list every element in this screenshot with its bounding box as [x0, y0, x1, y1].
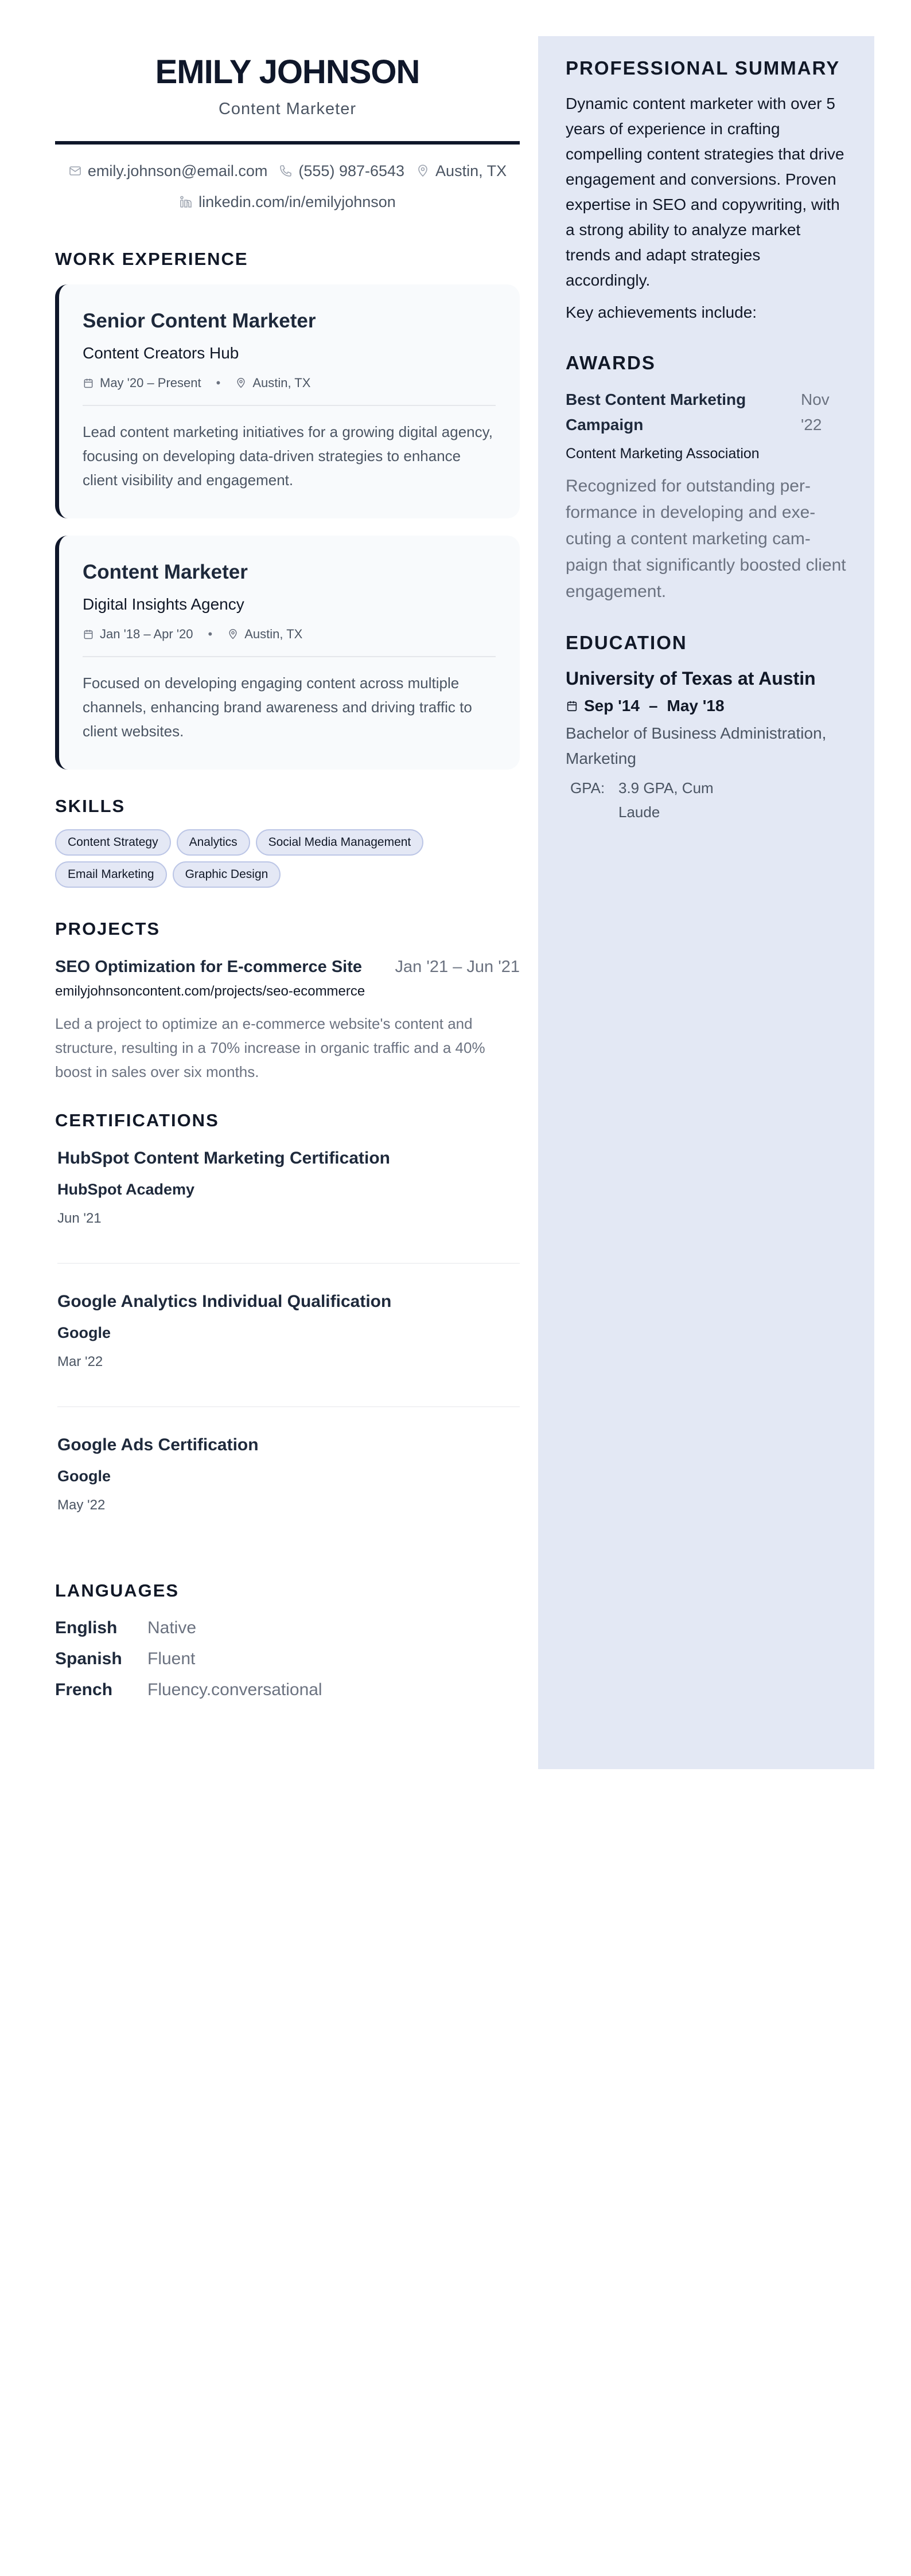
project-link[interactable]: emilyjohnsoncontent.com/projects/seo-ecommerce	[55, 983, 365, 999]
cert-issuer: Google	[57, 1324, 111, 1341]
languages-section	[55, 1579, 520, 1705]
date-dash: –	[648, 697, 658, 715]
calendar-icon	[566, 700, 578, 712]
job-location: Austin, TX	[244, 627, 303, 641]
section-title-skills: SKILLS	[55, 796, 126, 816]
email-text: emily.johnson@email.com	[87, 162, 268, 179]
awards-section	[566, 350, 847, 605]
language-level: Native	[147, 1618, 197, 1637]
cert-date: May '22	[57, 1497, 106, 1513]
main-column	[55, 52, 520, 1705]
languages-list	[55, 1613, 520, 1705]
education-section	[566, 630, 847, 824]
calendar-icon	[83, 629, 94, 640]
job-company: Content Creators Hub	[83, 344, 239, 362]
section-title-education: EDUCATION	[566, 632, 687, 653]
language-level: Fluent	[147, 1649, 196, 1668]
language-row	[55, 1675, 520, 1705]
language-name: French	[55, 1680, 113, 1699]
candidate-name: EMILY JOHNSON	[155, 53, 420, 91]
job-dates: May '20 – Present	[100, 376, 201, 390]
cert-divider	[57, 1263, 520, 1264]
job-card	[55, 284, 520, 518]
language-row	[55, 1613, 520, 1644]
education-degree: Bachelor of Business Administration, Marketing	[566, 724, 827, 767]
sidebar	[538, 36, 874, 1769]
certifications-section	[55, 1109, 520, 1515]
job-role: Senior Content Marketer	[83, 310, 316, 332]
education-dates	[566, 694, 847, 717]
resume-header	[55, 52, 520, 213]
contact-email[interactable]	[68, 159, 268, 182]
education-gpa	[566, 776, 847, 824]
certification-item	[55, 1434, 520, 1515]
summary-text: Dynamic content marketer with over 5 years of experience in crafting compelling content strategies that drive engagement and conversions. Proven expertise in SEO and copywriting, with a strong ability to analyze market trends and adapt strategies accordingly.	[566, 95, 844, 289]
certification-item	[55, 1290, 520, 1372]
job-dates: Jan '18 – Apr '20	[100, 627, 193, 641]
mail-icon	[68, 164, 82, 178]
award-organization: Content Marketing Association	[566, 446, 760, 462]
section-title-certifications: CERTIFICATIONS	[55, 1110, 219, 1130]
skill-chip: Email Marketing	[55, 861, 167, 888]
meta-separator: •	[208, 627, 213, 641]
gpa-value: 3.9 GPA, Cum Laude	[618, 779, 714, 821]
card-divider	[83, 656, 496, 657]
calendar-icon	[83, 377, 94, 389]
linkedin-text: linkedin.com/in/emilyjohnson	[198, 193, 396, 210]
cert-name: Google Ads Certification	[57, 1435, 259, 1454]
skill-chip: Social Media Management	[256, 829, 424, 856]
skills-list	[55, 829, 520, 888]
location-text: Austin, TX	[435, 162, 507, 179]
section-title-languages: LANGUAGES	[55, 1580, 180, 1601]
contact-location	[416, 159, 507, 182]
cert-date: Jun '21	[57, 1211, 102, 1226]
phone-text: (555) 987-6543	[298, 162, 405, 179]
language-row	[55, 1644, 520, 1675]
certification-item	[55, 1147, 520, 1228]
projects-section	[55, 918, 520, 1084]
map-pin-icon	[416, 164, 430, 178]
phone-icon	[279, 164, 293, 178]
award-date: Nov '22	[801, 391, 830, 434]
language-level: Fluency.conversational	[147, 1680, 322, 1699]
language-name: English	[55, 1618, 118, 1637]
contact-phone[interactable]	[279, 159, 404, 182]
job-company: Digital Insights Agency	[83, 595, 244, 613]
award-name: Best Content Marketing Campaign	[566, 391, 746, 434]
section-title-summary: PROFESSIONAL SUMMARY	[566, 57, 840, 79]
gpa-label: GPA:	[570, 779, 605, 797]
project-header	[55, 955, 520, 978]
education-start: Sep '14	[584, 697, 640, 715]
job-meta	[83, 374, 496, 392]
job-description: Lead content marketing initiatives for a growing digital agency, focusing on developing data-driven strategies to enhance client visibility and engagement.	[83, 423, 493, 489]
cert-name: HubSpot Content Marketing Certification	[57, 1149, 390, 1168]
project-name: SEO Optimization for E-commerce Site	[55, 958, 362, 976]
cert-name: Google Analytics Individual Qualification	[57, 1292, 392, 1311]
section-title-work: WORK EXPERIENCE	[55, 249, 248, 269]
map-pin-icon	[227, 629, 239, 640]
card-divider	[83, 405, 496, 406]
language-name: Spanish	[55, 1649, 122, 1668]
section-title-projects: PROJECTS	[55, 919, 161, 939]
job-meta	[83, 625, 496, 643]
meta-separator: •	[216, 376, 221, 390]
project-dates: Jan '21 – Jun '21	[395, 958, 520, 976]
contact-linkedin[interactable]	[179, 190, 396, 213]
skill-chip: Content Strategy	[55, 829, 171, 856]
map-pin-icon	[235, 377, 247, 389]
work-experience-section	[55, 248, 520, 770]
summary-achievements-label: Key achievements include:	[566, 303, 757, 321]
contact-row-2	[55, 190, 520, 213]
project-description: Led a project to optimize an e-commerce website's content and structure, resulting in a 70% increase in organic traffic and a 40% boost in sales over six months.	[55, 1015, 485, 1080]
skill-chip: Analytics	[177, 829, 250, 856]
section-title-awards: AWARDS	[566, 352, 656, 373]
header-divider	[55, 141, 520, 145]
job-card	[55, 536, 520, 770]
education-school: University of Texas at Austin	[566, 668, 816, 689]
skills-section	[55, 795, 520, 888]
summary-section	[566, 56, 847, 325]
job-role: Content Marketer	[83, 561, 248, 583]
cert-issuer: Google	[57, 1467, 111, 1485]
award-description: Recognized for outstanding performance in developing and executing a content marketing campaign that significantly boosted client engagement.	[566, 477, 846, 601]
education-end: May '18	[667, 697, 725, 715]
job-description: Focused on developing engaging content across multiple channels, enhancing brand awareness and driving traffic to client websites.	[83, 674, 472, 740]
cert-date: Mar '22	[57, 1354, 103, 1369]
candidate-title: Content Marketer	[218, 100, 357, 118]
cert-divider	[57, 1406, 520, 1407]
cert-issuer: HubSpot Academy	[57, 1181, 195, 1198]
linkedin-icon	[179, 195, 193, 209]
award-header	[566, 387, 847, 438]
job-location: Austin, TX	[252, 376, 311, 390]
contact-row	[55, 159, 520, 182]
skill-chip: Graphic Design	[173, 861, 281, 888]
